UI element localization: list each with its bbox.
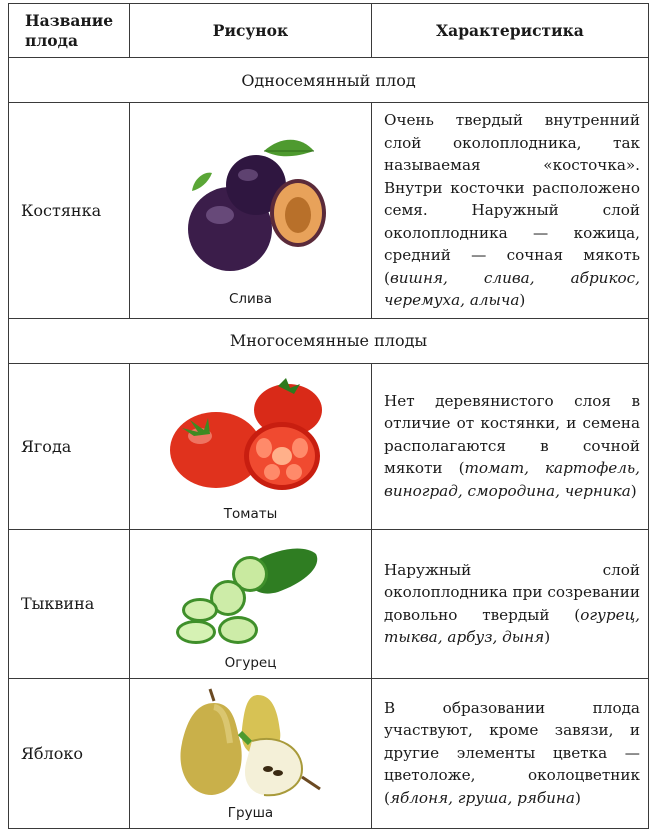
description-end: ) [544,628,551,646]
header-picture: Рисунок [130,4,372,58]
description-text: Нет деревянистого слоя в отличие от костянки, и семена располагаются в сочной мякоти ( [384,391,640,478]
header-characteristic: Характеристика [372,4,649,58]
header-row [9,4,649,58]
table-row [9,103,649,319]
description-end: ) [630,481,637,500]
picture-caption: Груша [227,805,274,821]
cucumber-icon [166,540,336,650]
fruit-picture-cell [130,363,372,529]
description-text: Очень твердый внутренний слой околоплодника, так называемая «косточка». Внутри косточки расположено семя. Наружный слой околоплодника — кожица, средний — сочная мякоть ( [384,111,640,287]
description-text: В образовании плода участвуют, кроме завязи, и другие элементы цветка — цветоложе, околоцветник ( [384,698,640,807]
tomato-icon [160,376,330,496]
description-end: ) [574,788,581,807]
fruit-description [372,529,649,678]
picture-caption: Огурец [224,655,277,671]
fruit-picture-cell [130,529,372,678]
table-row [9,678,649,828]
description-examples: вишня, слива, абрикос, черемуха, алыча [384,268,640,309]
description-examples: яблоня, груша, рябина [389,788,575,807]
fruit-name: Яблоко [9,678,130,828]
fruit-name: Ягода [9,363,130,529]
picture-caption: Слива [228,291,273,308]
table-row [9,363,649,529]
fruit-description [372,363,649,529]
fruit-name: Тыквина [9,529,130,678]
description-text: Наружный слой околоплодника при созревании довольно твердый ( [384,560,640,624]
header-name: Название плода [9,4,130,58]
fruit-description [372,678,649,828]
fruit-description [372,103,649,319]
section-multi-seed: Многосемянные плоды [9,318,649,363]
plum-icon [172,129,332,279]
fruit-types-table [8,3,649,829]
description-examples: томат, картофель, виноград, смородина, черника [384,459,640,500]
description-examples: огурец, тыква, арбуз, дыня [384,605,640,646]
fruit-picture-cell [130,103,372,319]
section-single-seed: Односемянный плод [9,58,649,103]
section-row-multi [9,318,649,363]
fruit-name: Костянка [9,103,130,319]
table-row [9,529,649,678]
picture-caption: Томаты [223,506,278,522]
description-end: ) [519,291,526,309]
pear-icon [170,685,330,805]
fruit-picture-cell [130,678,372,828]
section-row-single [9,58,649,103]
